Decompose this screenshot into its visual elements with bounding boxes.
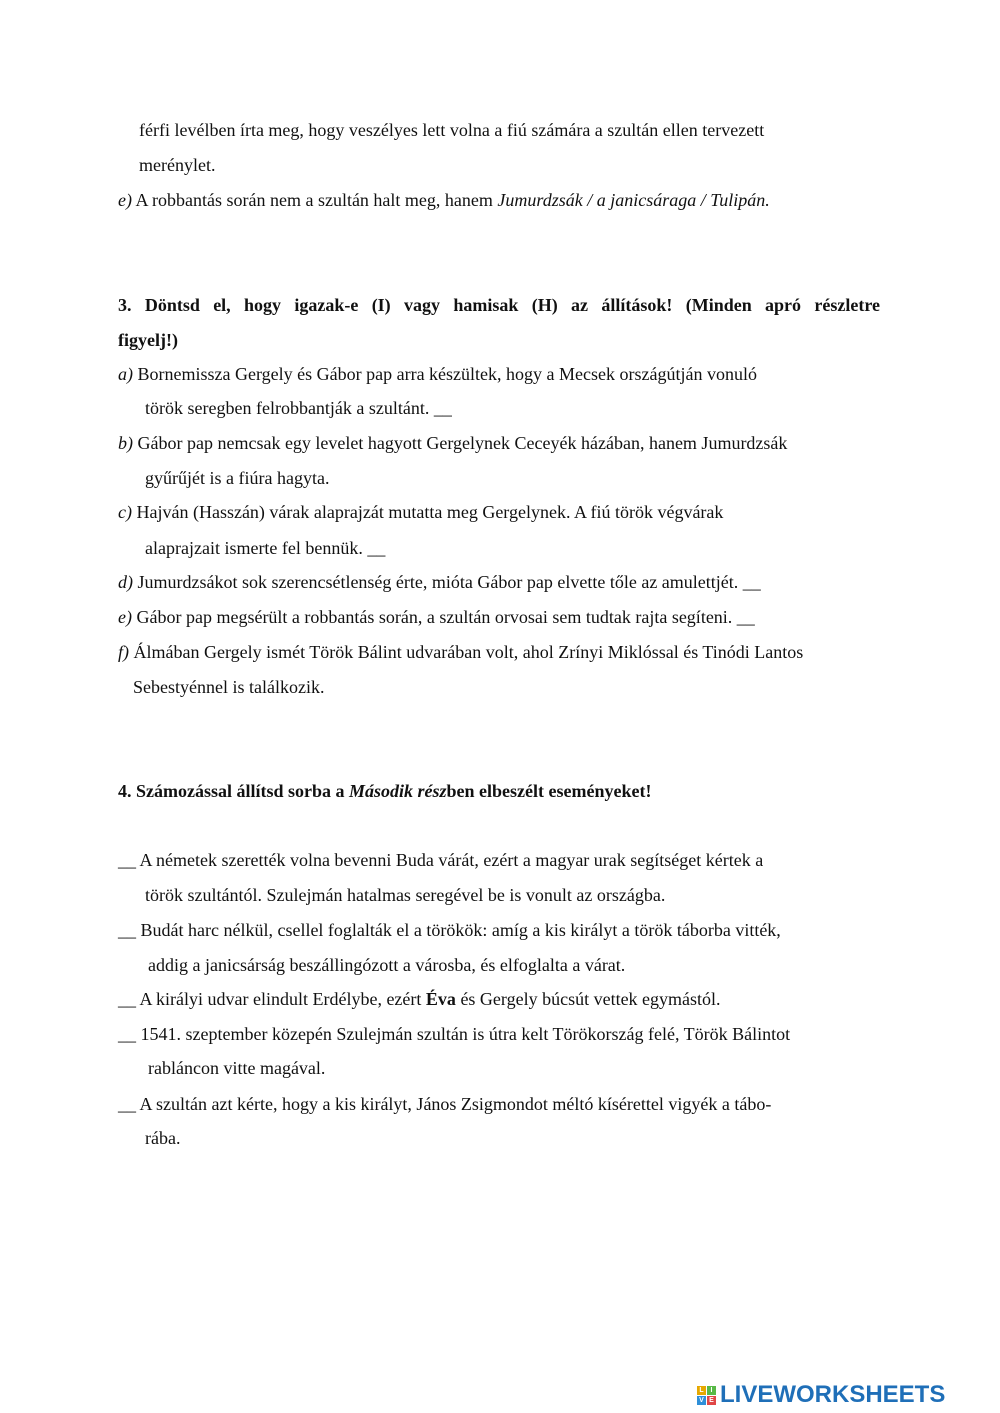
item-label: d) xyxy=(118,572,133,592)
task3-item-e[interactable] xyxy=(118,605,755,629)
task3-item-f-cont: Sebestyénnel is találkozik. xyxy=(133,677,325,697)
task3-item-a-cont[interactable]: török seregben felrobbantják a szultánt. __ xyxy=(145,398,452,418)
item-text: __ A királyi udvar elindult Erdélybe, ezért xyxy=(118,989,426,1009)
item-text-post: és Gergely búcsút vettek egymástól. xyxy=(455,989,721,1009)
continuation-line-2: merénylet. xyxy=(139,155,216,175)
task4-title-pre: 4. Számozással állítsd sorba a xyxy=(118,781,350,801)
logo-letter: V xyxy=(697,1396,706,1405)
task3-item-f xyxy=(118,640,803,664)
item-options[interactable]: Jumurdzsák / a janicsáraga / Tulipán. xyxy=(497,190,770,210)
task4-item-1[interactable]: __ A németek szerették volna bevenni Buda várát, ezért a magyar urak segítséget kértek a xyxy=(118,850,764,870)
task3-item-a xyxy=(118,362,757,386)
logo-letter: E xyxy=(707,1396,716,1405)
task4-title-italic: Második rész xyxy=(349,781,447,801)
task4-item-4[interactable]: __ 1541. szeptember közepén Szulejmán szultán is útra kelt Törökország felé, Török Bálintot xyxy=(118,1024,791,1044)
item-label: b) xyxy=(118,433,133,453)
item-text: Gábor pap megsérült a robbantás során, a szultán orvosai sem tudtak rajta segíteni. __ xyxy=(131,607,755,627)
logo-text: LIVEWORKSHEETS xyxy=(720,1381,946,1408)
task4-title xyxy=(118,779,651,803)
task4-item-5[interactable]: __ A szultán azt kérte, hogy a kis királyt, János Zsigmondot méltó kísérettel vigyék a tábo- xyxy=(118,1094,772,1114)
task4-item-1-cont: török szultántól. Szulejmán hatalmas seregével be is vonult az országba. xyxy=(145,885,666,905)
item-label: e) xyxy=(118,190,132,210)
task3-item-c xyxy=(118,500,723,524)
liveworksheets-logo xyxy=(697,1380,945,1410)
item-text: A robbantás során nem a szultán halt meg, hanem xyxy=(131,190,498,210)
item-text: Hajván (Hasszán) várak alaprajzát mutatta meg Gergelynek. A fiú török végvárak xyxy=(131,502,724,522)
continuation-item-e xyxy=(118,188,770,212)
task3-item-d[interactable] xyxy=(118,570,761,594)
item-text: Álmában Gergely ismét Török Bálint udvarában volt, ahol Zrínyi Miklóssal és Tinódi Lantos xyxy=(129,642,804,662)
task4-item-2[interactable]: __ Budát harc nélkül, csellel foglalták el a törökök: amíg a kis királyt a török táborba vitték, xyxy=(118,920,781,940)
item-text: Jumurdzsákot sok szerencsétlenség érte, mióta Gábor pap elvette tőle az amulettjét. __ xyxy=(133,572,761,592)
task3-item-b xyxy=(118,431,787,455)
task4-item-2-cont: addig a janicsárság beszállingózott a városba, és elfoglalta a várat. xyxy=(148,955,626,975)
task4-item-5-cont: rába. xyxy=(145,1128,181,1148)
item-label: a) xyxy=(118,364,133,384)
task4-title-post: ben elbeszélt eseményeket! xyxy=(446,781,652,801)
task4-item-3[interactable] xyxy=(118,987,721,1011)
task3-item-b-cont: gyűrűjét is a fiúra hagyta. xyxy=(145,468,330,488)
item-label: f) xyxy=(118,642,129,662)
logo-mark-icon xyxy=(697,1386,716,1405)
task4-item-4-cont: rabláncon vitte magával. xyxy=(148,1058,326,1078)
item-text: Gábor pap nemcsak egy levelet hagyott Gergelynek Ceceyék házában, hanem Jumurdzsák xyxy=(133,433,788,453)
task3-title-line-2: figyelj!) xyxy=(118,330,178,350)
logo-letter: I xyxy=(707,1386,716,1395)
item-bold-name: Éva xyxy=(425,989,456,1009)
item-label: c) xyxy=(118,502,132,522)
task3-item-c-cont[interactable]: alaprajzait ismerte fel bennük. __ xyxy=(145,538,386,558)
logo-letter: L xyxy=(697,1386,706,1395)
task3-title-line-1: 3. Döntsd el, hogy igazak-e (I) vagy hamisak (H) az állítások! (Minden apró részletre xyxy=(118,295,880,315)
continuation-line-1: férfi levélben írta meg, hogy veszélyes lett volna a fiú számára a szultán ellen tervezett xyxy=(139,120,765,140)
item-label: e) xyxy=(118,607,132,627)
item-text: Bornemissza Gergely és Gábor pap arra készültek, hogy a Mecsek országútján vonuló xyxy=(133,364,757,384)
